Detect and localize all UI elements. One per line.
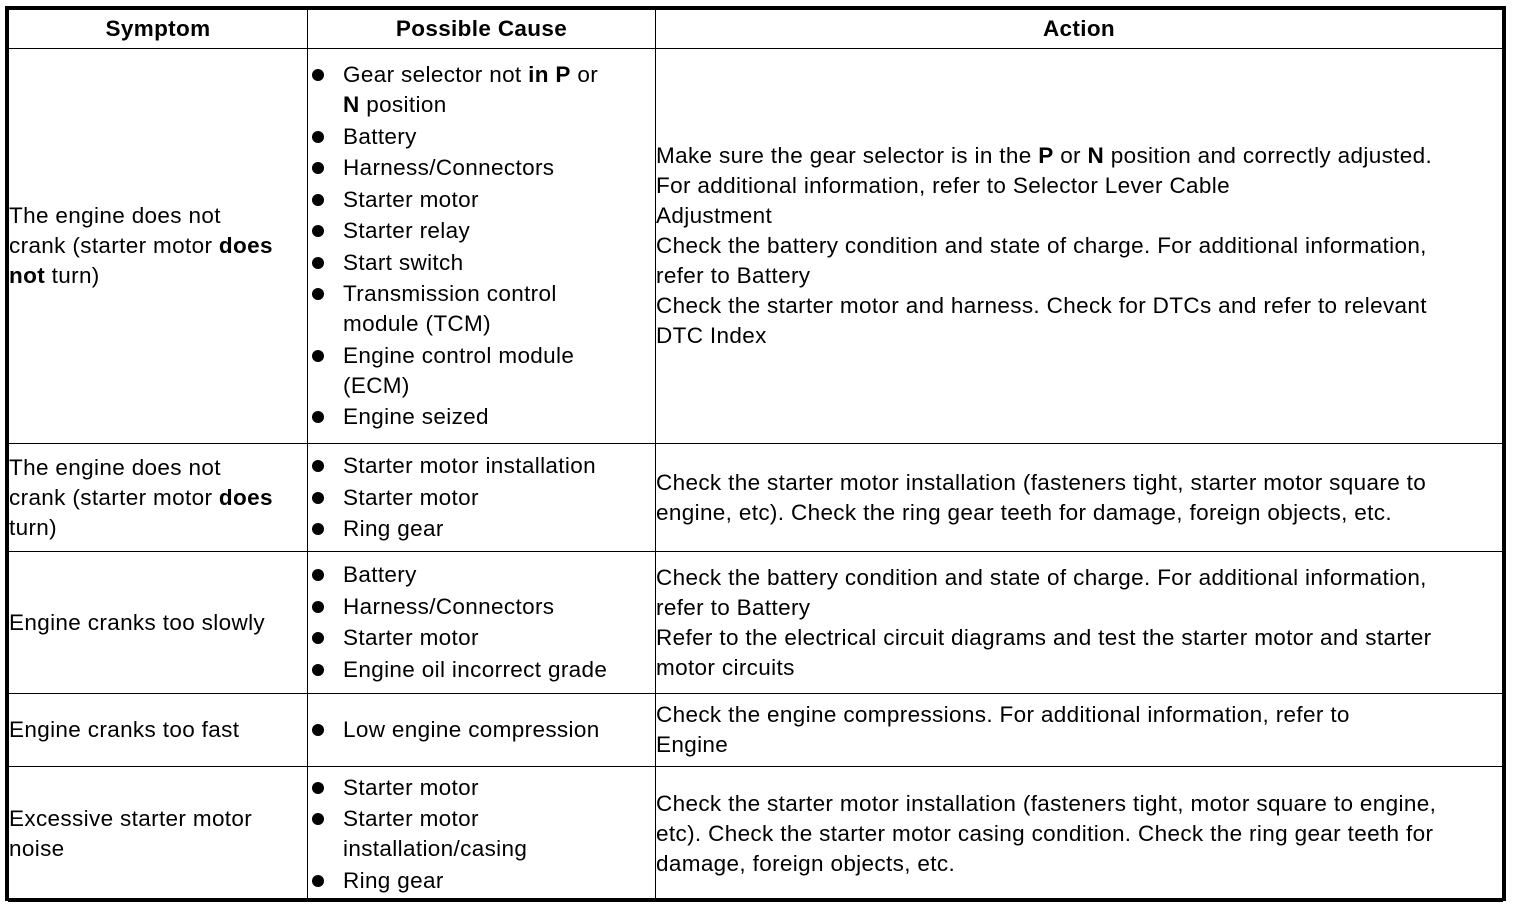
symptom-line: The engine does not	[9, 454, 221, 480]
cause-item: Start switch	[308, 248, 655, 278]
cause-item: Starter motor	[308, 483, 655, 513]
symptom-line: The engine does not	[9, 203, 221, 228]
cause-item: Transmission control module (TCM)	[308, 279, 655, 339]
symptom-cell	[9, 694, 308, 767]
cause-item: Starter motor installation	[308, 451, 655, 481]
action-line: damage, foreign objects, etc.	[656, 851, 956, 876]
cause-list	[308, 560, 655, 685]
action-line: Check the starter motor installation (fasteners tight, motor square to engine,	[656, 791, 1437, 816]
action-line: etc). Check the starter motor casing condition. Check the ring gear teeth for	[656, 821, 1434, 846]
action-cell	[656, 444, 1503, 552]
action-line: For additional information, refer to Selector Lever Cable	[656, 173, 1230, 198]
table-row	[9, 552, 1503, 694]
cause-list	[308, 60, 655, 432]
symptom-line: Excessive starter motor	[9, 806, 253, 831]
action-line: Engine	[656, 732, 729, 757]
action-line: Check the starter motor installation (fasteners tight, starter motor square to	[656, 469, 1427, 495]
cause-item: Engine control module (ECM)	[308, 341, 655, 401]
action-cell	[656, 694, 1503, 767]
cause-item: Harness/Connectors	[308, 153, 655, 183]
cause-item: Starter motor	[308, 185, 655, 215]
cause-item: Starter motor	[308, 773, 655, 803]
cause-item: Battery	[308, 560, 655, 590]
action-line: Check the battery condition and state of charge. For additional information,	[656, 233, 1427, 258]
table-row	[9, 444, 1503, 552]
header-symptom: Symptom	[9, 10, 308, 49]
action-line: engine, etc). Check the ring gear teeth for damage, foreign objects, etc.	[656, 499, 1392, 525]
table-row	[9, 767, 1503, 902]
symptom-cell	[9, 49, 308, 444]
symptom-line: crank (starter motor does	[9, 233, 273, 258]
table-row	[9, 694, 1503, 767]
action-cell	[656, 49, 1503, 444]
action-line: DTC Index	[656, 323, 767, 348]
action-line: Check the engine compressions. For additional information, refer to	[656, 702, 1350, 727]
cause-item: Engine seized	[308, 402, 655, 432]
diagnostic-table-frame	[5, 6, 1506, 901]
cause-item: Ring gear	[308, 514, 655, 544]
cause-list	[308, 451, 655, 544]
cause-item: Engine oil incorrect grade	[308, 655, 655, 685]
action-line: Adjustment	[656, 203, 773, 228]
symptom-line: not turn)	[9, 263, 100, 288]
symptom-line: crank (starter motor does	[9, 484, 273, 510]
action-cell	[656, 552, 1503, 694]
possible-cause-cell	[308, 694, 656, 767]
symptom-line: noise	[9, 836, 65, 861]
possible-cause-cell	[308, 767, 656, 902]
cause-item: Ring gear	[308, 866, 655, 896]
cause-item: Low engine compression	[308, 715, 655, 745]
header-possible-cause: Possible Cause	[308, 10, 656, 49]
header-action: Action	[656, 10, 1503, 49]
possible-cause-cell	[308, 552, 656, 694]
action-line: motor circuits	[656, 654, 795, 680]
cause-list	[308, 715, 655, 745]
cause-item: Starter motor	[308, 623, 655, 653]
cause-item: Starter relay	[308, 216, 655, 246]
symptom-cell	[9, 444, 308, 552]
action-line: Refer to the electrical circuit diagrams and test the starter motor and starter	[656, 624, 1432, 650]
symptom-cell	[9, 767, 308, 902]
header-row	[9, 10, 1503, 49]
symptom-line: Engine cranks too fast	[9, 717, 240, 742]
cause-item: Harness/Connectors	[308, 592, 655, 622]
symptom-line: Engine cranks too slowly	[9, 609, 266, 635]
cause-item: Gear selector not in P or N position	[308, 60, 655, 120]
symptom-chart-table	[8, 9, 1503, 902]
action-cell	[656, 767, 1503, 902]
cause-item: Battery	[308, 122, 655, 152]
action-line: Check the starter motor and harness. Check for DTCs and refer to relevant	[656, 293, 1427, 318]
action-line: Check the battery condition and state of charge. For additional information,	[656, 564, 1427, 590]
possible-cause-cell	[308, 444, 656, 552]
action-line: refer to Battery	[656, 263, 811, 288]
action-line: Make sure the gear selector is in the P or N position and correctly adjusted.	[656, 143, 1433, 168]
action-line: refer to Battery	[656, 594, 811, 620]
symptom-line: turn)	[9, 514, 58, 540]
possible-cause-cell	[308, 49, 656, 444]
table-row	[9, 49, 1503, 444]
cause-item: Starter motor installation/casing	[308, 804, 655, 864]
cause-list	[308, 773, 655, 896]
symptom-cell	[9, 552, 308, 694]
